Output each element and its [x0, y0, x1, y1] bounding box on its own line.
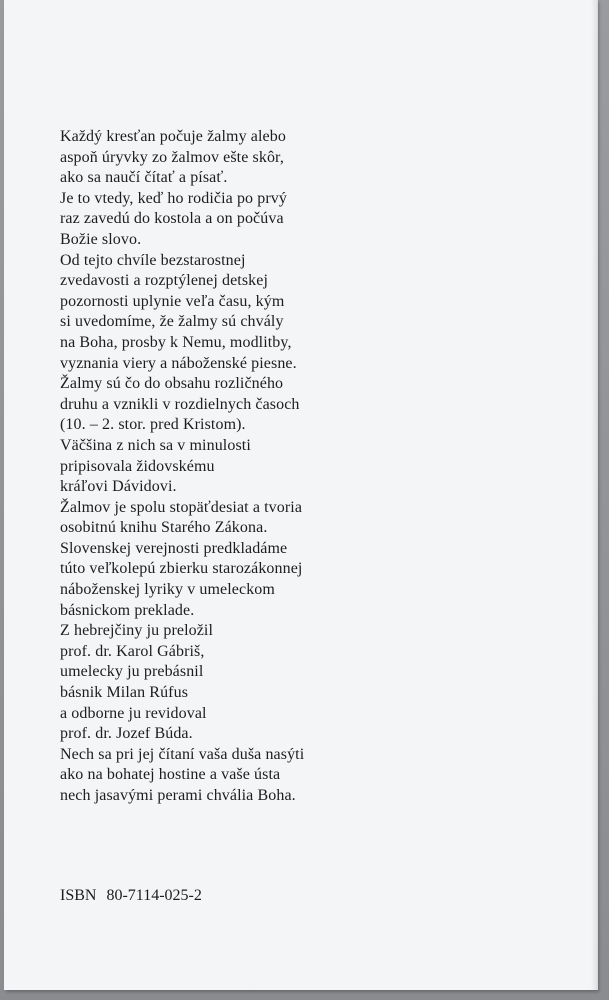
- blurb-line: Je to vtedy, keď ho rodičia po prvý: [60, 189, 287, 207]
- blurb-line: Z hebrejčiny ju preložil: [60, 622, 214, 640]
- blurb-line: Od tejto chvíle bezstarostnej: [60, 251, 246, 269]
- blurb-line: Žalmy sú čo do obsahu rozličného: [60, 375, 284, 393]
- blurb-line: ako na bohatej hostine a vaše ústa: [60, 766, 281, 784]
- blurb-line: raz zavedú do kostola a on počúva: [60, 210, 284, 228]
- blurb-line: prof. dr. Jozef Búda.: [60, 725, 193, 743]
- blurb-line: túto veľkolepú zbierku starozákonnej: [60, 560, 303, 578]
- blurb-line: zvedavosti a rozptýlenej detskej: [60, 272, 269, 290]
- blurb-line: vyznania viery a náboženské piesne.: [60, 354, 297, 372]
- blurb-line: Slovenskej verejnosti predkladáme: [60, 539, 288, 557]
- blurb-line: básnik Milan Rúfus: [60, 684, 189, 702]
- blurb-line: Väčšina z nich sa v minulosti: [60, 436, 251, 454]
- blurb-line: a odborne ju revidoval: [60, 704, 207, 722]
- blurb-line: Božie slovo.: [60, 230, 142, 248]
- blurb-line: pozornosti uplynie veľa času, kým: [60, 292, 285, 310]
- blurb-line: umelecky ju prebásnil: [60, 663, 204, 681]
- blurb-line: osobitnú knihu Starého Zákona.: [60, 519, 268, 537]
- blurb-line: básnickom preklade.: [60, 601, 195, 619]
- blurb-line: ako sa naučí čítať a písať.: [60, 169, 228, 187]
- blurb-line: Každý kresťan počuje žalmy alebo: [60, 128, 286, 145]
- blurb-line: druhu a vznikli v rozdielnych časoch: [60, 395, 300, 413]
- blurb-line: aspoň úryvky zo žalmov ešte skôr,: [60, 148, 284, 166]
- back-cover-blurb: [60, 127, 390, 807]
- blurb-line: si uvedomíme, že žalmy sú chvály: [60, 313, 284, 331]
- blurb-line: pripisovala židovskému: [60, 457, 215, 475]
- blurb-line: Nech sa pri jej čítaní vaša duša nasýti: [60, 745, 305, 763]
- isbn-number: ISBN 80-7114-025-2: [60, 887, 202, 904]
- blurb-line: nech jasavými perami chvália Boha.: [60, 787, 296, 804]
- book-back-cover: [4, 0, 597, 990]
- blurb-line: prof. dr. Karol Gábriš,: [60, 642, 205, 660]
- blurb-line: Žalmov je spolu stopäťdesiat a tvoria: [60, 498, 303, 516]
- blurb-line: náboženskej lyriky v umeleckom: [60, 581, 275, 599]
- blurb-line: na Boha, prosby k Nemu, modlitby,: [60, 333, 292, 351]
- blurb-line: (10. – 2. stor. pred Kristom).: [60, 416, 246, 434]
- blurb-line: kráľovi Dávidovi.: [60, 478, 177, 496]
